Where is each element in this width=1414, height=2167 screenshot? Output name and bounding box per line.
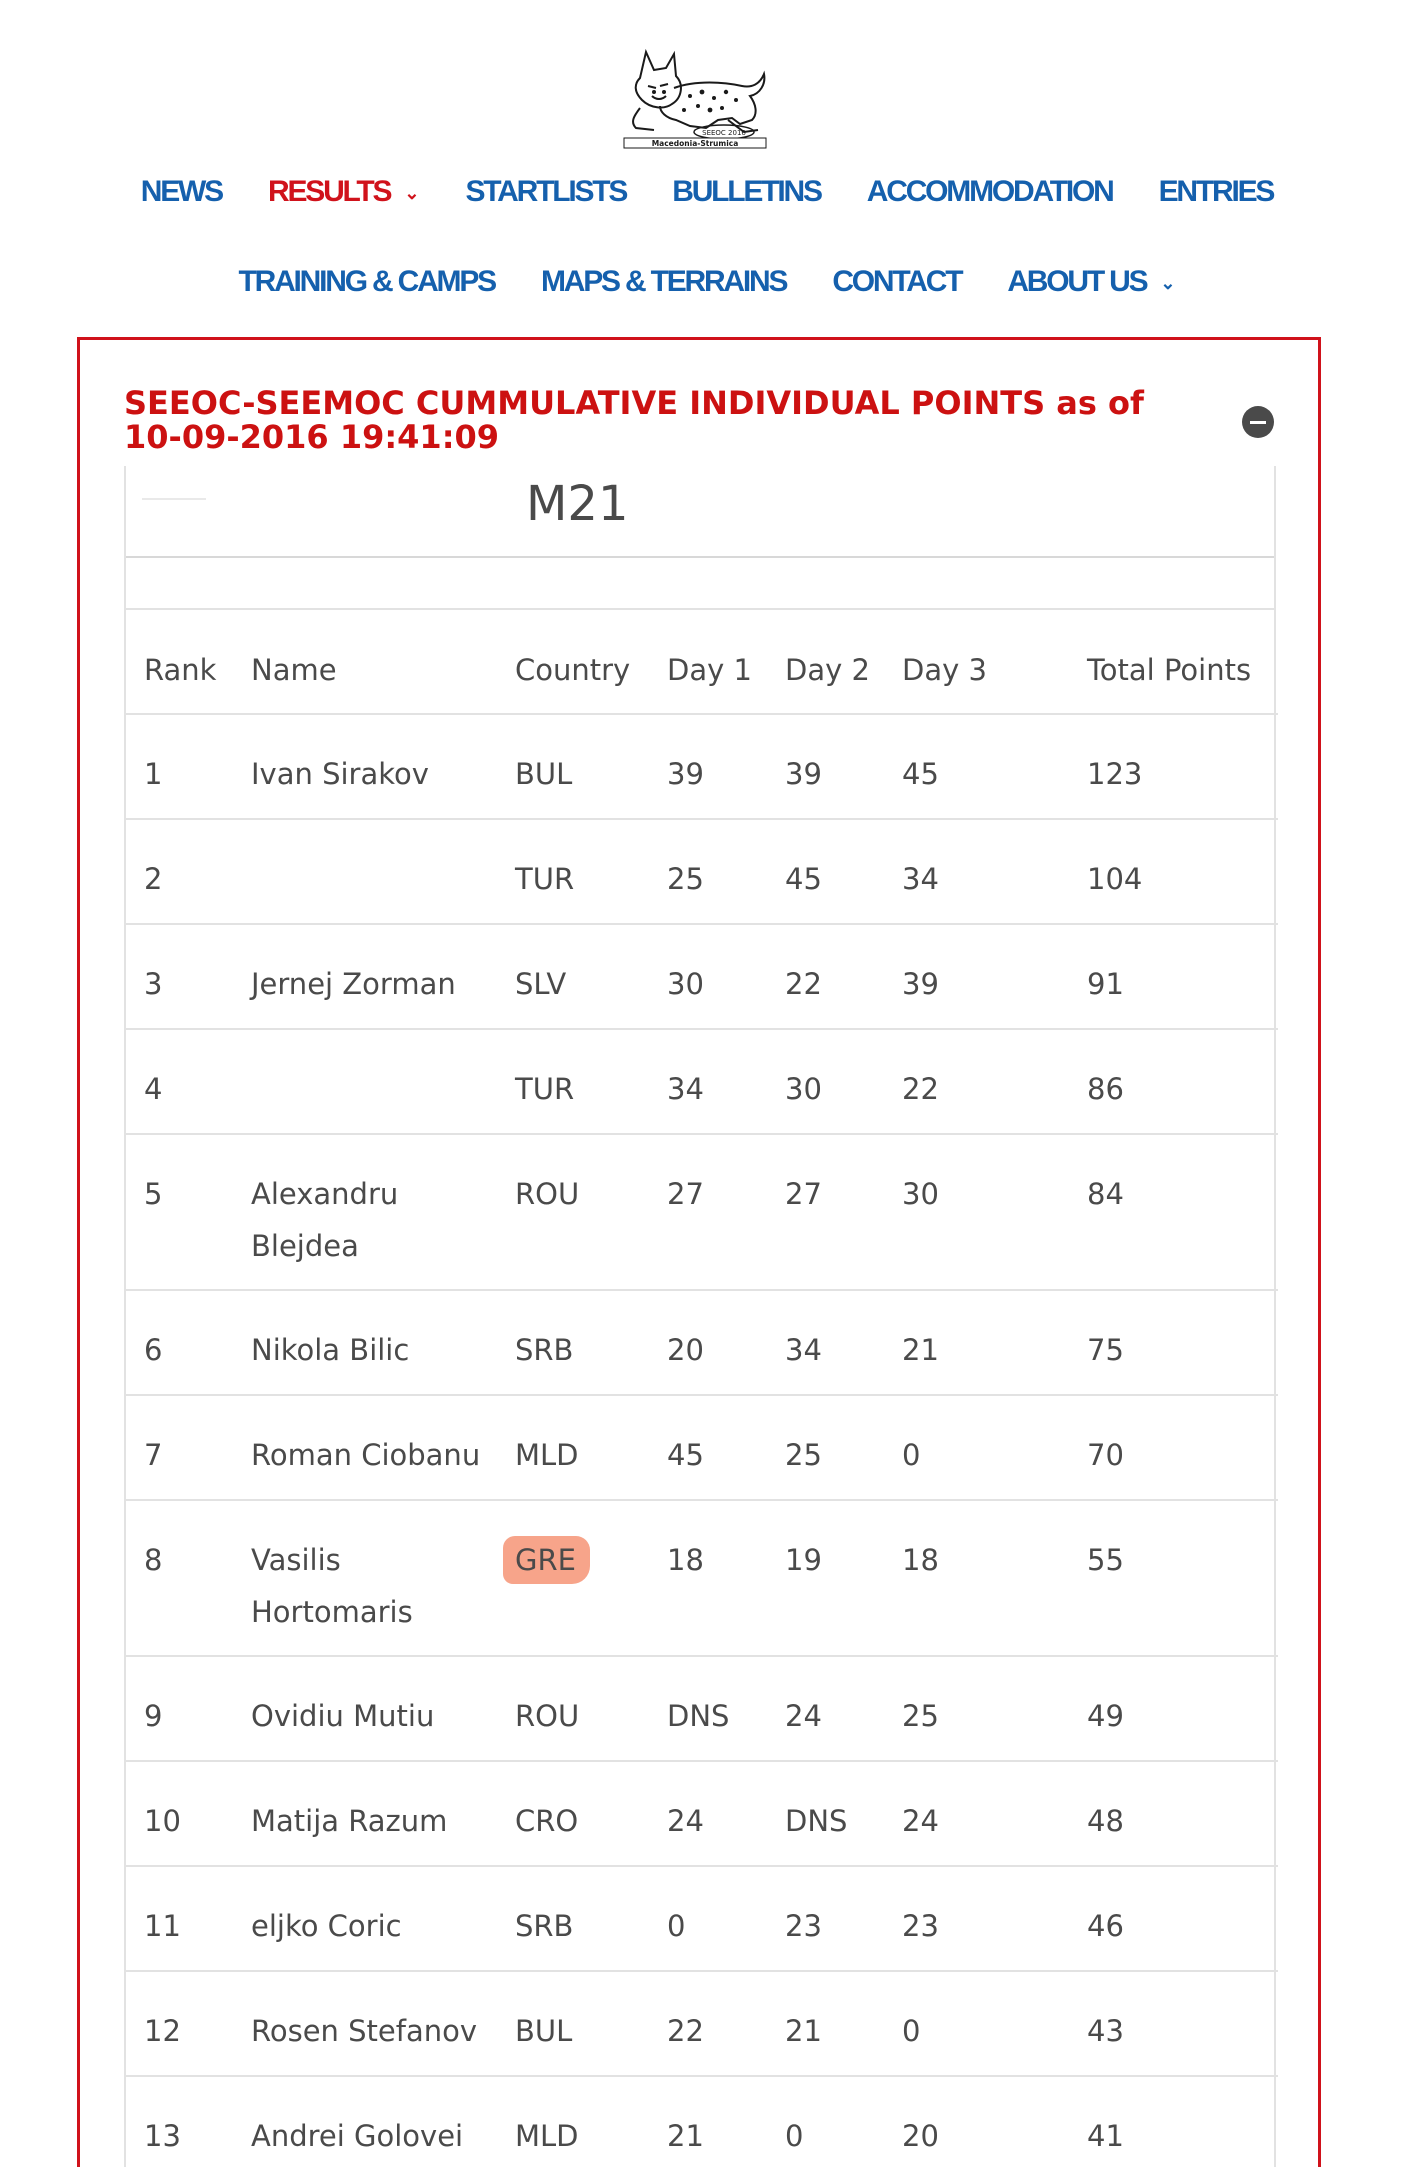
nav-about-us[interactable]	[1007, 265, 1175, 299]
nav-row-primary	[0, 168, 1414, 216]
table-header-row	[126, 610, 1278, 714]
cell-name: Roman Ciobanu	[251, 1438, 481, 1472]
cell-day2: DNS	[785, 1804, 848, 1838]
cell-day3: 45	[902, 757, 939, 791]
table-row	[126, 1395, 1278, 1500]
cell-country: ROU	[515, 1177, 580, 1211]
nav-accommodation-label: ACCOMMODATION	[866, 175, 1113, 208]
cell-day3: 25	[902, 1699, 939, 1733]
country-highlight: GRE	[515, 1534, 576, 1586]
chevron-down-icon: ⌄	[1160, 272, 1176, 293]
cell-rank: 10	[144, 1804, 181, 1838]
cell-day1: 22	[667, 2014, 704, 2048]
nav-maps-terrains-label: MAPS & TERRAINS	[540, 265, 787, 298]
cell-rank: 7	[144, 1438, 163, 1472]
cell-day3: 0	[902, 2014, 921, 2048]
cell-rank: 5	[144, 1177, 163, 1211]
nav-results[interactable]	[268, 175, 419, 209]
cell-rank: 2	[144, 862, 163, 896]
header-day1: Day 1	[667, 653, 752, 687]
cell-day3: 24	[902, 1804, 939, 1838]
nav-bulletins-label: BULLETINS	[672, 175, 821, 208]
nav-about-us-label: ABOUT US	[1007, 265, 1147, 298]
cell-day2: 24	[785, 1699, 822, 1733]
cell-rank: 3	[144, 967, 163, 1001]
results-body	[126, 714, 1278, 2167]
table-row	[126, 1500, 1278, 1656]
cell-name: Andrei Golovei	[251, 2119, 464, 2153]
cell-total: 55	[1087, 1543, 1124, 1577]
nav-startlists[interactable]	[465, 175, 626, 209]
table-row	[126, 1134, 1278, 1290]
cell-day3: 0	[902, 1438, 921, 1472]
table-row	[126, 2076, 1278, 2167]
cell-day2: 25	[785, 1438, 822, 1472]
cell-day2: 22	[785, 967, 822, 1001]
cell-rank: 4	[144, 1072, 163, 1106]
cell-total: 91	[1087, 967, 1124, 1001]
table-row	[126, 924, 1278, 1029]
cell-day2: 45	[785, 862, 822, 896]
nav-news-label: NEWS	[140, 175, 222, 208]
minus-icon	[1250, 421, 1266, 424]
cell-total: 48	[1087, 1804, 1124, 1838]
cell-name: Vasilis Hortomaris	[251, 1543, 413, 1629]
cell-rank: 1	[144, 757, 163, 791]
cell-day1: 30	[667, 967, 704, 1001]
cell-day3: 34	[902, 862, 939, 896]
cell-day3: 23	[902, 1909, 939, 1943]
cell-total: 75	[1087, 1333, 1124, 1367]
nav-contact-label: CONTACT	[832, 265, 962, 298]
cell-total: 49	[1087, 1699, 1124, 1733]
nav-contact[interactable]	[832, 265, 961, 299]
table-row	[126, 1971, 1278, 2076]
cell-total: 41	[1087, 2119, 1124, 2153]
cell-day2: 21	[785, 2014, 822, 2048]
cell-name	[233, 1029, 497, 1134]
cell-day3: 30	[902, 1177, 939, 1211]
header-rank: Rank	[144, 653, 217, 687]
cell-day3: 20	[902, 2119, 939, 2153]
cell-rank: 9	[144, 1699, 163, 1733]
cell-country: CRO	[515, 1804, 579, 1838]
cell-name: Nikola Bilic	[251, 1333, 410, 1367]
cell-day3: 22	[902, 1072, 939, 1106]
lynx-logo-icon	[620, 48, 770, 150]
panel-title[interactable]: SEEOC-SEEMOC CUMMULATIVE INDIVIDUAL POINTS as of 10-09-2016 19:41:09	[124, 384, 1144, 456]
collapse-button[interactable]	[1242, 406, 1274, 438]
table-row	[126, 1656, 1278, 1761]
cell-day1: 39	[667, 757, 704, 791]
cell-country: SLV	[515, 967, 567, 1001]
header-day2: Day 2	[785, 653, 870, 687]
cell-total: 46	[1087, 1909, 1124, 1943]
nav-maps-terrains[interactable]	[541, 265, 786, 299]
cell-name: Jernej Zorman	[251, 967, 456, 1001]
cell-day1: 0	[667, 1909, 686, 1943]
cell-country: BUL	[515, 757, 573, 791]
cell-rank: 11	[144, 1909, 181, 1943]
cell-total: 70	[1087, 1438, 1124, 1472]
cell-country: ROU	[515, 1699, 580, 1733]
table-row	[126, 819, 1278, 924]
header-country: Country	[515, 653, 631, 687]
cell-total: 86	[1087, 1072, 1124, 1106]
cell-country: MLD	[515, 2119, 579, 2153]
cell-day3: 39	[902, 967, 939, 1001]
class-header	[126, 466, 1274, 558]
cell-name: Ivan Sirakov	[251, 757, 429, 791]
table-row	[126, 1761, 1278, 1866]
cell-country: MLD	[515, 1438, 579, 1472]
cell-rank: 13	[144, 2119, 181, 2153]
cell-name: Alexandru Blejdea	[251, 1177, 399, 1263]
cell-day1: 24	[667, 1804, 704, 1838]
nav-training-camps[interactable]	[238, 265, 494, 299]
cell-day2: 39	[785, 757, 822, 791]
cell-day2: 27	[785, 1177, 822, 1211]
cell-day1: 21	[667, 2119, 704, 2153]
nav-row-secondary	[0, 258, 1414, 306]
cell-rank: 8	[144, 1543, 163, 1577]
results-table-container	[124, 466, 1276, 2167]
cell-country: TUR	[515, 862, 575, 896]
cell-country: BUL	[515, 2014, 573, 2048]
table-row	[126, 714, 1278, 819]
cell-name: eljko Coric	[251, 1909, 402, 1943]
cell-day1: 25	[667, 862, 704, 896]
cell-day2: 0	[785, 2119, 804, 2153]
header-name: Name	[251, 653, 337, 687]
cell-country	[497, 1500, 649, 1656]
nav-bulletins[interactable]	[672, 175, 821, 209]
cell-day1: 20	[667, 1333, 704, 1367]
nav-news[interactable]	[141, 175, 222, 209]
cell-day1: 18	[667, 1543, 704, 1577]
nav-training-camps-label: TRAINING & CAMPS	[238, 265, 495, 298]
logo-caption: Macedonia-Strumica	[651, 139, 739, 148]
nav-startlists-label: STARTLISTS	[465, 175, 627, 208]
cell-day3: 18	[902, 1543, 939, 1577]
cell-name: Matija Razum	[251, 1804, 448, 1838]
table-row	[126, 1866, 1278, 1971]
cell-rank: 6	[144, 1333, 163, 1367]
cell-day1: 34	[667, 1072, 704, 1106]
nav-results-label: RESULTS	[267, 175, 391, 208]
cell-total: 43	[1087, 2014, 1124, 2048]
cell-country: SRB	[515, 1909, 574, 1943]
header-day3: Day 3	[902, 653, 987, 687]
cell-country: SRB	[515, 1333, 574, 1367]
cell-rank: 12	[144, 2014, 181, 2048]
table-row	[126, 1029, 1278, 1134]
site-logo[interactable]	[620, 48, 770, 150]
cell-day1: 45	[667, 1438, 704, 1472]
nav-entries-label: ENTRIES	[1158, 175, 1274, 208]
results-panel	[77, 337, 1321, 2167]
class-name: M21	[526, 476, 629, 532]
header-total: Total Points	[1087, 653, 1252, 687]
chevron-down-icon: ⌄	[404, 182, 420, 203]
spacer-row	[126, 558, 1274, 610]
table-row	[126, 1290, 1278, 1395]
cell-total: 84	[1087, 1177, 1124, 1211]
cell-total: 104	[1087, 862, 1143, 896]
cell-day1: DNS	[667, 1699, 730, 1733]
cell-name	[233, 819, 497, 924]
nav-entries[interactable]	[1159, 175, 1274, 209]
cell-day2: 34	[785, 1333, 822, 1367]
cell-day2: 19	[785, 1543, 822, 1577]
cell-country: TUR	[515, 1072, 575, 1106]
nav-accommodation[interactable]	[867, 175, 1113, 209]
cell-total: 123	[1087, 757, 1143, 791]
cell-day2: 23	[785, 1909, 822, 1943]
cell-name: Ovidiu Mutiu	[251, 1699, 435, 1733]
cell-day1: 27	[667, 1177, 704, 1211]
header-divider	[142, 498, 206, 500]
logo-emblem: SEEOC 2016	[702, 129, 746, 137]
results-table	[126, 610, 1278, 2167]
cell-name: Rosen Stefanov	[251, 2014, 478, 2048]
cell-day3: 21	[902, 1333, 939, 1367]
cell-day2: 30	[785, 1072, 822, 1106]
